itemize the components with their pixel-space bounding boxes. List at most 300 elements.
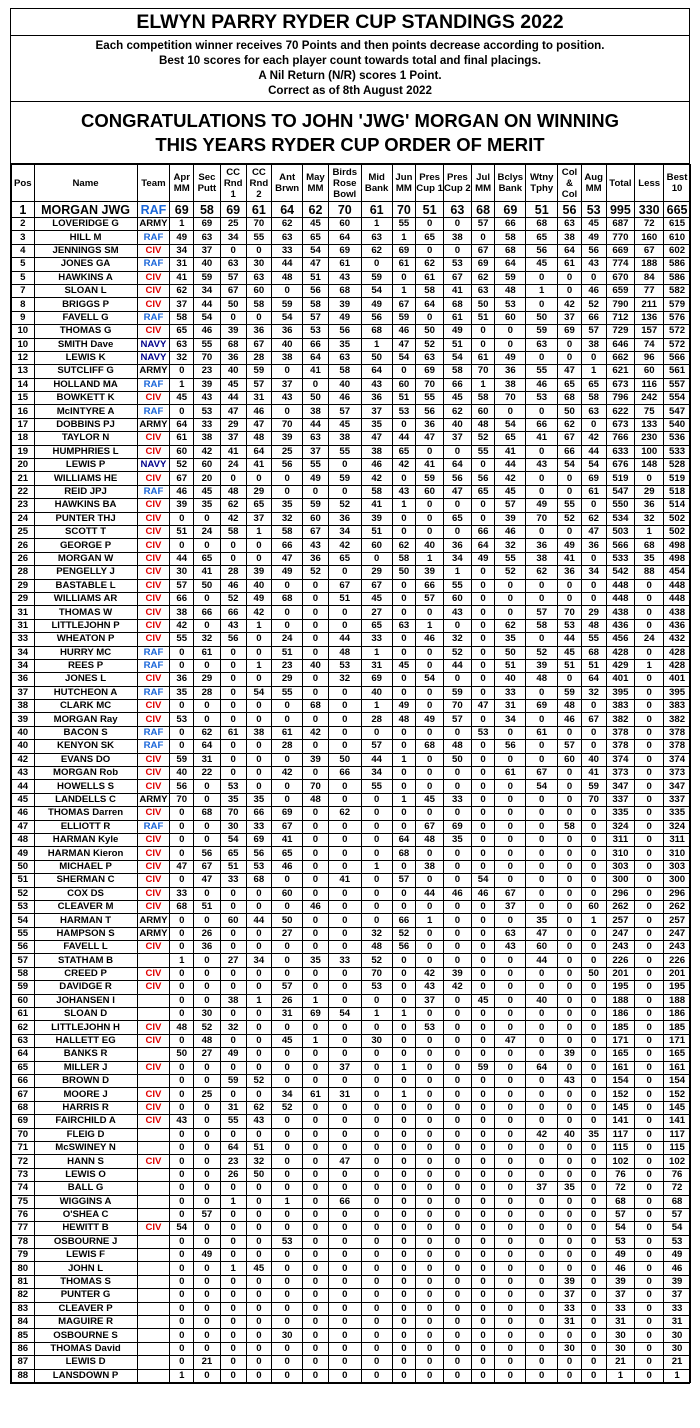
score-cell: 0: [526, 753, 558, 766]
score-cell: 34: [170, 244, 194, 257]
table-row: [12, 338, 691, 351]
score-cell: 0: [471, 1329, 495, 1342]
score-cell: 0: [416, 1088, 444, 1101]
score-cell: 63: [220, 258, 246, 271]
score-cell: 63: [272, 231, 303, 244]
score-cell: 0: [170, 1182, 194, 1195]
score-cell: 42: [444, 981, 472, 994]
score-cell: 0: [471, 954, 495, 967]
score-cell: 0: [303, 1195, 329, 1208]
score-cell: 68: [558, 392, 582, 405]
less-cell: 0: [635, 1128, 664, 1141]
score-cell: 1: [416, 914, 444, 927]
score-cell: 39: [303, 753, 329, 766]
score-cell: 0: [303, 619, 329, 632]
score-cell: 48: [246, 432, 272, 445]
total-cell: 46: [606, 1262, 635, 1275]
score-cell: 62: [361, 244, 392, 257]
score-cell: 0: [272, 967, 303, 980]
score-cell: 46: [303, 900, 329, 913]
score-cell: 0: [220, 740, 246, 753]
score-cell: 0: [471, 1342, 495, 1355]
score-cell: 0: [526, 1115, 558, 1128]
score-cell: 37: [558, 311, 582, 324]
score-cell: 58: [416, 284, 444, 297]
score-cell: 0: [246, 1208, 272, 1221]
player-name-cell: WIGGINS A: [34, 1195, 137, 1208]
less-cell: 0: [635, 1369, 664, 1382]
position-cell: 36: [12, 673, 35, 686]
less-cell: 0: [635, 740, 664, 753]
score-cell: 0: [392, 1275, 416, 1288]
player-name-cell: HUMPHRIES L: [34, 445, 137, 458]
score-cell: 0: [581, 1034, 606, 1047]
player-name-cell: MAGUIRE R: [34, 1316, 137, 1329]
score-cell: 0: [416, 753, 444, 766]
player-name-cell: CLEAVER P: [34, 1302, 137, 1315]
score-cell: 0: [170, 927, 194, 940]
score-cell: 0: [246, 1034, 272, 1047]
score-cell: 0: [471, 592, 495, 605]
score-cell: 30: [246, 258, 272, 271]
score-cell: 43: [581, 258, 606, 271]
score-cell: 42: [526, 1128, 558, 1141]
total-cell: 303: [606, 860, 635, 873]
score-cell: 60: [392, 378, 416, 391]
position-cell: 16: [12, 405, 35, 418]
score-cell: 56: [194, 847, 221, 860]
score-cell: 1: [361, 1008, 392, 1021]
score-cell: 0: [170, 365, 194, 378]
score-cell: 0: [170, 1101, 194, 1114]
team-cell: CIV: [137, 1034, 170, 1047]
score-cell: 41: [272, 833, 303, 846]
score-cell: 0: [328, 619, 361, 632]
score-cell: 0: [220, 659, 246, 672]
player-name-cell: KENYON SK: [34, 740, 137, 753]
table-row: [12, 994, 691, 1007]
position-cell: 84: [12, 1316, 35, 1329]
total-cell: 310: [606, 847, 635, 860]
player-name-cell: LITTLEJOHN P: [34, 619, 137, 632]
total-cell: 226: [606, 954, 635, 967]
score-cell: 0: [471, 1222, 495, 1235]
position-cell: 42: [12, 753, 35, 766]
score-cell: 0: [495, 820, 526, 833]
score-cell: 50: [361, 351, 392, 364]
score-cell: 0: [526, 1141, 558, 1154]
score-cell: 0: [272, 1155, 303, 1168]
score-cell: 69: [471, 258, 495, 271]
player-name-cell: THOMAS G: [34, 325, 137, 338]
position-cell: 31: [12, 606, 35, 619]
score-cell: 0: [471, 459, 495, 472]
score-cell: 63: [444, 202, 472, 218]
team-cell: CIV: [137, 1088, 170, 1101]
position-cell: 9: [12, 311, 35, 324]
score-cell: 0: [246, 713, 272, 726]
position-cell: 64: [12, 1048, 35, 1061]
less-cell: 0: [635, 780, 664, 793]
score-cell: 0: [220, 941, 246, 954]
best10-cell: 300: [664, 874, 691, 887]
position-cell: 73: [12, 1168, 35, 1181]
best10-cell: 152: [664, 1088, 691, 1101]
score-cell: 36: [495, 365, 526, 378]
total-cell: 796: [606, 392, 635, 405]
score-cell: 0: [558, 1329, 582, 1342]
position-cell: 51: [12, 874, 35, 887]
team-cell: CIV: [137, 445, 170, 458]
score-cell: 0: [361, 820, 392, 833]
score-cell: 59: [361, 271, 392, 284]
score-cell: 0: [471, 1356, 495, 1369]
score-cell: 49: [170, 231, 194, 244]
score-cell: 0: [272, 1061, 303, 1074]
score-cell: 0: [194, 1168, 221, 1181]
score-cell: 32: [361, 927, 392, 940]
less-cell: 0: [635, 700, 664, 713]
score-cell: 0: [392, 365, 416, 378]
score-cell: 0: [581, 1115, 606, 1128]
best10-cell: 31: [664, 1316, 691, 1329]
score-cell: 59: [272, 298, 303, 311]
score-cell: 65: [416, 231, 444, 244]
total-cell: 247: [606, 927, 635, 940]
score-cell: 0: [361, 726, 392, 739]
best10-cell: 165: [664, 1048, 691, 1061]
table-row: [12, 1075, 691, 1088]
player-name-cell: HAWKINS A: [34, 271, 137, 284]
player-name-cell: LOVERIDGE G: [34, 218, 137, 231]
player-name-cell: PENGELLY J: [34, 566, 137, 579]
less-cell: 0: [635, 1316, 664, 1329]
score-cell: 0: [471, 1075, 495, 1088]
score-cell: 33: [170, 887, 194, 900]
team-cell: CIV: [137, 539, 170, 552]
score-cell: 58: [392, 552, 416, 565]
total-cell: 670: [606, 271, 635, 284]
score-cell: 64: [444, 459, 472, 472]
less-cell: 0: [635, 1275, 664, 1288]
score-cell: 0: [444, 1168, 472, 1181]
score-cell: 0: [444, 994, 472, 1007]
score-cell: 0: [194, 887, 221, 900]
score-cell: 1: [220, 1195, 246, 1208]
score-cell: 0: [495, 1115, 526, 1128]
position-cell: 40: [12, 740, 35, 753]
table-row: [12, 405, 691, 418]
score-cell: 61: [194, 646, 221, 659]
score-cell: 0: [220, 1356, 246, 1369]
score-cell: 0: [194, 793, 221, 806]
table-row: [12, 1329, 691, 1342]
player-name-cell: SLOAN L: [34, 284, 137, 297]
score-cell: 0: [328, 606, 361, 619]
table-row: [12, 1048, 691, 1061]
best10-cell: 382: [664, 713, 691, 726]
score-cell: 0: [361, 1249, 392, 1262]
score-cell: 58: [361, 485, 392, 498]
position-cell: 78: [12, 1235, 35, 1248]
score-cell: 0: [194, 1182, 221, 1195]
score-cell: 52: [581, 298, 606, 311]
score-cell: 36: [444, 539, 472, 552]
score-cell: 38: [170, 606, 194, 619]
score-cell: 0: [246, 1329, 272, 1342]
score-cell: 70: [471, 365, 495, 378]
position-cell: 5: [12, 258, 35, 271]
less-cell: 0: [635, 1155, 664, 1168]
score-cell: 0: [272, 941, 303, 954]
score-cell: 0: [361, 1115, 392, 1128]
score-cell: 49: [361, 298, 392, 311]
less-cell: 68: [635, 539, 664, 552]
score-cell: 61: [444, 311, 472, 324]
table-row: [12, 633, 691, 646]
score-cell: 0: [392, 981, 416, 994]
score-cell: 62: [272, 218, 303, 231]
total-cell: 448: [606, 579, 635, 592]
score-cell: 58: [194, 202, 221, 218]
score-cell: 0: [246, 1182, 272, 1195]
score-cell: 55: [272, 686, 303, 699]
table-row: [12, 900, 691, 913]
score-cell: 57: [416, 592, 444, 605]
score-cell: 39: [558, 1275, 582, 1288]
score-cell: 36: [246, 325, 272, 338]
position-cell: 12: [12, 351, 35, 364]
score-cell: 0: [220, 1289, 246, 1302]
best10-cell: 514: [664, 499, 691, 512]
team-cell: CIV: [137, 887, 170, 900]
score-cell: 67: [392, 298, 416, 311]
score-cell: 50: [558, 405, 582, 418]
table-row: [12, 927, 691, 940]
total-cell: 374: [606, 753, 635, 766]
less-cell: 148: [635, 459, 664, 472]
score-cell: 59: [392, 311, 416, 324]
score-cell: 64: [328, 231, 361, 244]
score-cell: 0: [303, 847, 329, 860]
score-cell: 0: [392, 1289, 416, 1302]
score-cell: 0: [526, 1048, 558, 1061]
score-cell: 0: [194, 967, 221, 980]
position-cell: 17: [12, 418, 35, 431]
score-cell: 70: [328, 202, 361, 218]
score-cell: 0: [328, 793, 361, 806]
score-cell: 33: [444, 793, 472, 806]
best10-cell: 502: [664, 525, 691, 538]
less-cell: 35: [635, 552, 664, 565]
less-cell: 0: [635, 1302, 664, 1315]
score-cell: 0: [495, 1342, 526, 1355]
team-cell: ARMY: [137, 927, 170, 940]
score-cell: 0: [194, 994, 221, 1007]
position-cell: 80: [12, 1262, 35, 1275]
score-cell: 55: [194, 338, 221, 351]
score-cell: 0: [495, 1155, 526, 1168]
score-cell: 0: [170, 1008, 194, 1021]
score-cell: 0: [444, 1048, 472, 1061]
score-cell: 41: [220, 445, 246, 458]
best10-cell: 226: [664, 954, 691, 967]
score-cell: 0: [581, 1369, 606, 1382]
less-cell: 0: [635, 1034, 664, 1047]
table-row: [12, 499, 691, 512]
score-cell: 43: [392, 485, 416, 498]
score-cell: 36: [328, 512, 361, 525]
position-cell: 52: [12, 887, 35, 900]
score-cell: 35: [558, 1182, 582, 1195]
score-cell: 0: [558, 1034, 582, 1047]
score-cell: 24: [220, 459, 246, 472]
score-cell: 63: [303, 432, 329, 445]
player-name-cell: COX DS: [34, 887, 137, 900]
score-cell: 42: [220, 512, 246, 525]
score-cell: 0: [526, 874, 558, 887]
score-cell: 0: [495, 1356, 526, 1369]
score-cell: 0: [526, 740, 558, 753]
score-cell: 29: [272, 673, 303, 686]
score-cell: 39: [444, 967, 472, 980]
score-cell: 0: [303, 914, 329, 927]
score-cell: 51: [170, 525, 194, 538]
score-cell: 47: [392, 338, 416, 351]
score-cell: 0: [392, 271, 416, 284]
score-cell: 45: [361, 592, 392, 605]
position-cell: 43: [12, 767, 35, 780]
score-cell: 0: [170, 914, 194, 927]
score-cell: 34: [444, 552, 472, 565]
score-cell: 0: [246, 1342, 272, 1355]
score-cell: 0: [495, 1302, 526, 1315]
player-name-cell: THOMAS Darren: [34, 807, 137, 820]
score-cell: 41: [303, 365, 329, 378]
best10-cell: 68: [664, 1195, 691, 1208]
score-cell: 67: [194, 860, 221, 873]
score-cell: 38: [495, 378, 526, 391]
less-cell: 0: [635, 1008, 664, 1021]
score-cell: 0: [495, 606, 526, 619]
score-cell: 64: [246, 445, 272, 458]
table-row: [12, 1369, 691, 1382]
score-cell: 67: [444, 271, 472, 284]
team-cell: CIV: [137, 700, 170, 713]
score-cell: 0: [444, 726, 472, 739]
best10-cell: 324: [664, 820, 691, 833]
score-cell: 0: [328, 1208, 361, 1221]
score-cell: 0: [220, 753, 246, 766]
score-cell: 67: [471, 244, 495, 257]
best10-cell: 572: [664, 325, 691, 338]
position-cell: 67: [12, 1088, 35, 1101]
position-cell: 39: [12, 713, 35, 726]
player-name-cell: OSBOURNE J: [34, 1235, 137, 1248]
score-cell: 0: [392, 967, 416, 980]
column-header: Less: [635, 165, 664, 202]
score-cell: 0: [194, 512, 221, 525]
score-cell: 67: [328, 579, 361, 592]
score-cell: 50: [416, 325, 444, 338]
score-cell: 60: [328, 218, 361, 231]
score-cell: 42: [581, 432, 606, 445]
score-cell: 0: [581, 887, 606, 900]
score-cell: 58: [246, 298, 272, 311]
score-cell: 50: [526, 311, 558, 324]
score-cell: 1: [392, 1088, 416, 1101]
score-cell: 35: [272, 499, 303, 512]
position-cell: 44: [12, 780, 35, 793]
player-name-cell: JONES GA: [34, 258, 137, 271]
score-cell: 0: [558, 472, 582, 485]
position-cell: 69: [12, 1115, 35, 1128]
note-line: Correct as of 8th August 2022: [268, 84, 432, 97]
score-cell: 0: [194, 659, 221, 672]
total-cell: 154: [606, 1075, 635, 1088]
score-cell: 0: [526, 1249, 558, 1262]
position-cell: 59: [12, 981, 35, 994]
score-cell: 0: [581, 1356, 606, 1369]
score-cell: 46: [246, 405, 272, 418]
player-name-cell: HARMAN T: [34, 914, 137, 927]
score-cell: 0: [328, 1356, 361, 1369]
score-cell: 65: [444, 512, 472, 525]
table-row: [12, 1141, 691, 1154]
score-cell: 53: [471, 726, 495, 739]
position-cell: 55: [12, 927, 35, 940]
team-cell: RAF: [137, 258, 170, 271]
best10-cell: 185: [664, 1021, 691, 1034]
score-cell: 0: [303, 1048, 329, 1061]
score-cell: 66: [220, 606, 246, 619]
best10-cell: 582: [664, 284, 691, 297]
score-cell: 1: [392, 1008, 416, 1021]
score-cell: 58: [272, 525, 303, 538]
score-cell: 0: [558, 485, 582, 498]
best10-cell: 378: [664, 726, 691, 739]
score-cell: 65: [392, 445, 416, 458]
score-cell: 53: [220, 780, 246, 793]
best10-cell: 54: [664, 1222, 691, 1235]
score-cell: 54: [392, 351, 416, 364]
score-cell: 44: [495, 459, 526, 472]
score-cell: 56: [170, 780, 194, 793]
team-cell: NAVY: [137, 338, 170, 351]
score-cell: 0: [471, 1115, 495, 1128]
score-cell: 43: [170, 1115, 194, 1128]
score-cell: 0: [392, 606, 416, 619]
score-cell: 0: [361, 1369, 392, 1382]
score-cell: 0: [581, 1101, 606, 1114]
team-cell: [137, 1195, 170, 1208]
score-cell: 45: [526, 258, 558, 271]
score-cell: 42: [392, 459, 416, 472]
less-cell: 0: [635, 1088, 664, 1101]
score-cell: 0: [495, 1369, 526, 1382]
score-cell: 0: [272, 579, 303, 592]
score-cell: 0: [220, 981, 246, 994]
player-name-cell: LEWIS P: [34, 459, 137, 472]
table-row: [12, 1168, 691, 1181]
score-cell: 0: [444, 767, 472, 780]
score-cell: 0: [392, 633, 416, 646]
score-cell: 0: [581, 860, 606, 873]
score-cell: 68: [581, 646, 606, 659]
score-cell: 0: [272, 1168, 303, 1181]
score-cell: 0: [328, 1128, 361, 1141]
score-cell: 0: [246, 633, 272, 646]
